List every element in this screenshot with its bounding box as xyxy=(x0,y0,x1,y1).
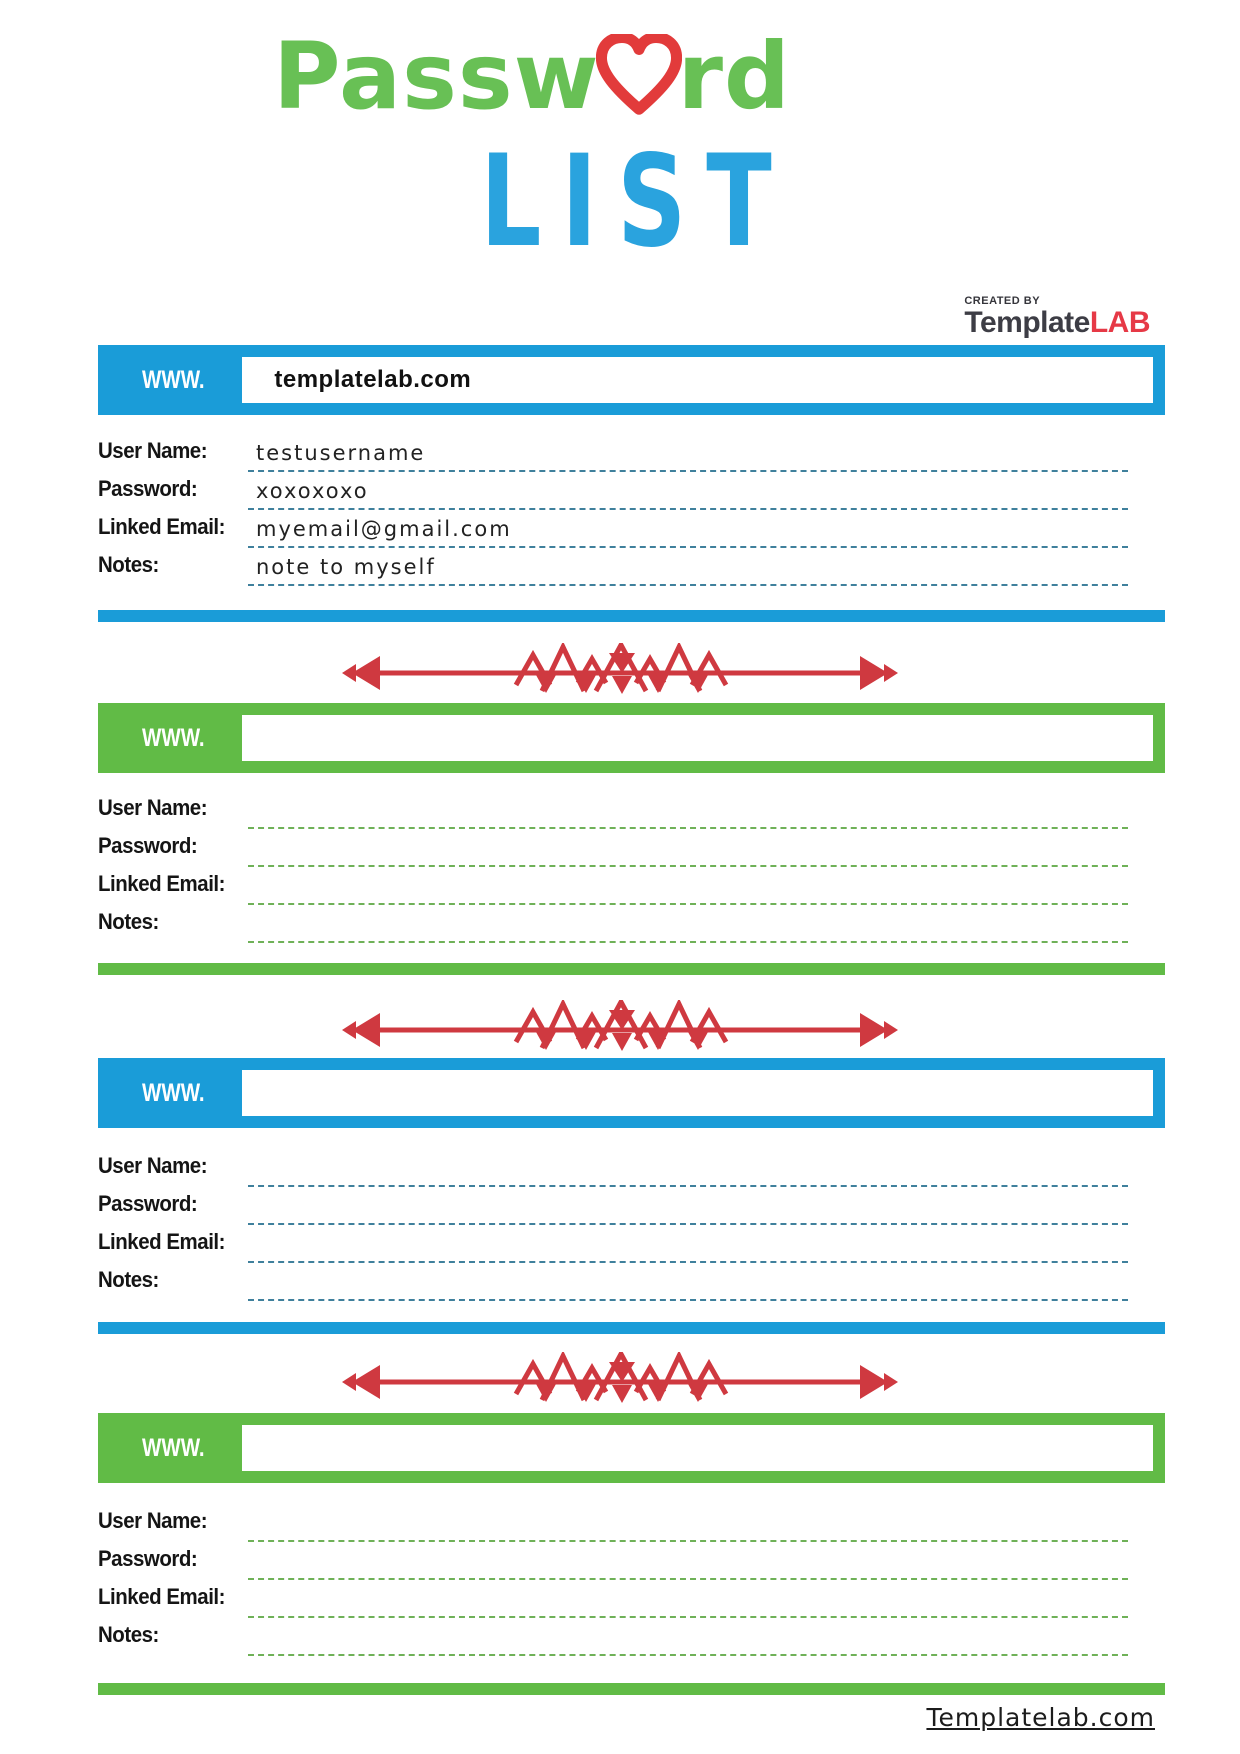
www-label: WWW. xyxy=(142,1078,205,1107)
page-title-list: LIST xyxy=(480,127,792,276)
notes-label: Notes: xyxy=(98,909,159,934)
password-label: Password: xyxy=(98,1546,198,1571)
section-3-website-input[interactable] xyxy=(242,1070,1153,1116)
user-name-label: User Name: xyxy=(98,438,208,463)
section-4-closing-bar xyxy=(98,1683,1165,1695)
created-by-text: CREATED BY xyxy=(964,295,1041,307)
section-3-linked-email-input[interactable] xyxy=(248,1225,1128,1263)
section-2-closing-bar xyxy=(98,963,1165,975)
section-4-website-input[interactable] xyxy=(242,1425,1153,1471)
section-2-fields xyxy=(98,791,1165,943)
section-4-fields xyxy=(98,1504,1165,1656)
section-1-website-bar xyxy=(98,345,1165,415)
password-label: Password: xyxy=(98,1191,198,1216)
notes-row xyxy=(98,1263,1165,1301)
title-prefix: Passw xyxy=(273,23,600,130)
section-3-user-name-input[interactable] xyxy=(248,1149,1128,1187)
linked-email-label: Linked Email: xyxy=(98,1584,225,1609)
password-label: Password: xyxy=(98,833,198,858)
section-1-closing-bar xyxy=(98,610,1165,622)
section-2-password-input[interactable] xyxy=(248,829,1128,867)
section-3-password-input[interactable] xyxy=(248,1187,1128,1225)
user-name-label: User Name: xyxy=(98,1508,208,1533)
notes-label: Notes: xyxy=(98,1622,159,1647)
section-4-notes-input[interactable] xyxy=(248,1618,1128,1656)
section-2-website-input[interactable] xyxy=(242,715,1153,761)
user-name-label: User Name: xyxy=(98,795,208,820)
password-row xyxy=(98,472,1165,510)
section-1-user-name-input[interactable]: testusername xyxy=(248,434,1128,472)
user-name-row xyxy=(98,1149,1165,1187)
linked-email-label: Linked Email: xyxy=(98,514,225,539)
decorative-divider-icon xyxy=(340,643,900,695)
section-1-notes-input[interactable]: note to myself xyxy=(248,548,1128,586)
linked-email-row xyxy=(98,1580,1165,1618)
www-label: WWW. xyxy=(142,365,205,394)
section-2-notes-input[interactable] xyxy=(248,905,1128,943)
templatelab-logo xyxy=(964,296,1150,338)
page-title-password xyxy=(0,23,1152,130)
linked-email-row xyxy=(98,867,1165,905)
notes-row xyxy=(98,905,1165,943)
user-name-row xyxy=(98,1504,1165,1542)
section-1-password-input[interactable]: xoxoxoxo xyxy=(248,472,1128,510)
linked-email-label: Linked Email: xyxy=(98,1229,225,1254)
section-3-closing-bar xyxy=(98,1322,1165,1334)
section-1-fields xyxy=(98,434,1165,586)
user-name-row xyxy=(98,791,1165,829)
section-2-linked-email-input[interactable] xyxy=(248,867,1128,905)
notes-row xyxy=(98,1618,1165,1656)
section-4-user-name-input[interactable] xyxy=(248,1504,1128,1542)
section-3-website-bar xyxy=(98,1058,1165,1128)
user-name-label: User Name: xyxy=(98,1153,208,1178)
decorative-divider-icon xyxy=(340,1000,900,1052)
password-label: Password: xyxy=(98,476,198,501)
linked-email-label: Linked Email: xyxy=(98,871,225,896)
section-4-linked-email-input[interactable] xyxy=(248,1580,1128,1618)
user-name-row xyxy=(98,434,1165,472)
decorative-divider-icon xyxy=(340,1352,900,1404)
footer-templatelab-link[interactable]: Templatelab.com xyxy=(926,1703,1155,1732)
notes-label: Notes: xyxy=(98,552,159,577)
title-suffix: rd xyxy=(677,23,791,130)
notes-row xyxy=(98,548,1165,586)
linked-email-row xyxy=(98,510,1165,548)
heart-icon xyxy=(600,23,678,130)
password-row xyxy=(98,829,1165,867)
section-2-website-bar xyxy=(98,703,1165,773)
www-label: WWW. xyxy=(142,1433,205,1462)
notes-label: Notes: xyxy=(98,1267,159,1292)
linked-email-row xyxy=(98,1225,1165,1263)
section-3-notes-input[interactable] xyxy=(248,1263,1128,1301)
section-3-fields xyxy=(98,1149,1165,1301)
section-1-linked-email-input[interactable]: myemail@gmail.com xyxy=(248,510,1128,548)
section-2-user-name-input[interactable] xyxy=(248,791,1128,829)
password-row xyxy=(98,1542,1165,1580)
brand-name: TemplateLAB xyxy=(964,306,1150,339)
section-1-website-input[interactable]: templatelab.com xyxy=(242,357,1153,403)
section-4-password-input[interactable] xyxy=(248,1542,1128,1580)
section-4-website-bar xyxy=(98,1413,1165,1483)
www-label: WWW. xyxy=(142,723,205,752)
password-row xyxy=(98,1187,1165,1225)
